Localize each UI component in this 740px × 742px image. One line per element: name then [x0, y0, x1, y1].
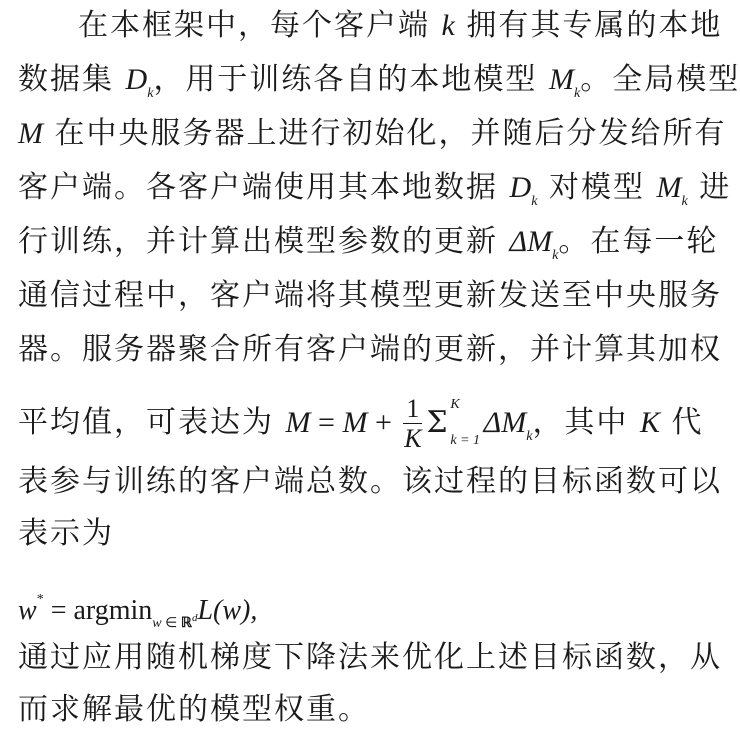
text: 数据集 [18, 62, 126, 97]
objective-equation [18, 580, 708, 631]
paragraph1-line8 [18, 393, 708, 453]
paragraph1-line2 [18, 60, 740, 101]
text: 在中央服务器上进行初始化，并随后分发给所有 [43, 116, 727, 151]
argmin-subscript-in: ∈ [161, 616, 181, 631]
paragraph1-line3 [18, 114, 727, 154]
fraction-numerator: 1 [403, 395, 422, 424]
paragraph1-line5 [18, 222, 719, 263]
subscript: k [526, 429, 533, 444]
text: 平均值，可表达为 [18, 405, 286, 440]
var-w: w [18, 595, 37, 626]
fraction [403, 395, 422, 454]
argmin-operator: argmin [73, 595, 153, 626]
equals-sign: = [43, 595, 74, 626]
function-args: (w), [213, 595, 258, 626]
var-k: k [441, 9, 455, 42]
sum-upper-bound: K [450, 397, 460, 412]
var-M: M [548, 63, 574, 96]
text: 进 [687, 170, 732, 205]
sum-lower-bound: k = 1 [450, 433, 481, 448]
text: 表参与训练的客户端总数。该过程的目标函数可以 [18, 464, 722, 499]
text: 通信过程中，客户端将其模型更新发送至中央服务 [18, 278, 722, 313]
plus-sign: + [367, 406, 400, 439]
paragraph1-line1 [78, 6, 723, 46]
text: 表示为 [18, 516, 114, 551]
argmin-subscript-dim: d [191, 612, 198, 624]
subscript: k [147, 86, 154, 101]
superscript-star: * [36, 592, 44, 607]
text: 行训练，并计算出模型参数的更新 [18, 224, 510, 259]
text: 。全局模型 [580, 62, 740, 97]
var-L: L [197, 595, 214, 626]
var-delta-M: ΔM [509, 225, 553, 258]
text: ，其中 [532, 405, 640, 440]
var-D: D [509, 171, 532, 204]
argmin-subscript-reals: ℝ [180, 616, 192, 631]
paragraph2-line2 [18, 690, 708, 730]
subscript: k [552, 248, 559, 263]
argmin-subscript-var: w [152, 616, 162, 631]
var-M: M [18, 117, 43, 150]
summation [426, 393, 481, 453]
var-M: M [342, 406, 368, 439]
paragraph1-line6 [18, 276, 722, 316]
subscript: k [573, 86, 581, 101]
text: 对模型 [537, 170, 657, 205]
var-K: K [639, 406, 660, 439]
paragraph1-line4 [18, 168, 732, 209]
var-delta-M: ΔM [483, 406, 527, 439]
paragraph1-line7 [18, 330, 722, 370]
text: ，用于训练各自的本地模型 [153, 62, 549, 97]
text: 通过应用随机梯度下降法来优化上述目标函数，从 [18, 640, 722, 675]
text: 器。服务器聚合所有客户端的更新，并计算其加权 [18, 332, 722, 367]
paragraph1-line10 [18, 514, 708, 554]
subscript: k [531, 194, 538, 209]
text: 在本框架中，每个客户端 [78, 8, 442, 43]
text: 而求解最优的模型权重。 [18, 692, 370, 727]
sigma-symbol: Σ [426, 405, 448, 440]
text: 拥有其专属的本地 [454, 8, 723, 43]
fraction-denominator: K [404, 423, 422, 453]
text: 代 [660, 405, 704, 440]
var-M: M [285, 406, 311, 439]
text: 客户端。各客户端使用其本地数据 [18, 170, 510, 205]
var-M: M [656, 171, 682, 204]
equals-sign: = [310, 406, 343, 439]
paragraph1-line9 [18, 462, 722, 502]
paragraph2-line1 [18, 638, 722, 678]
text: 。在每一轮 [558, 224, 719, 259]
var-D: D [125, 63, 148, 96]
subscript: k [681, 194, 688, 209]
